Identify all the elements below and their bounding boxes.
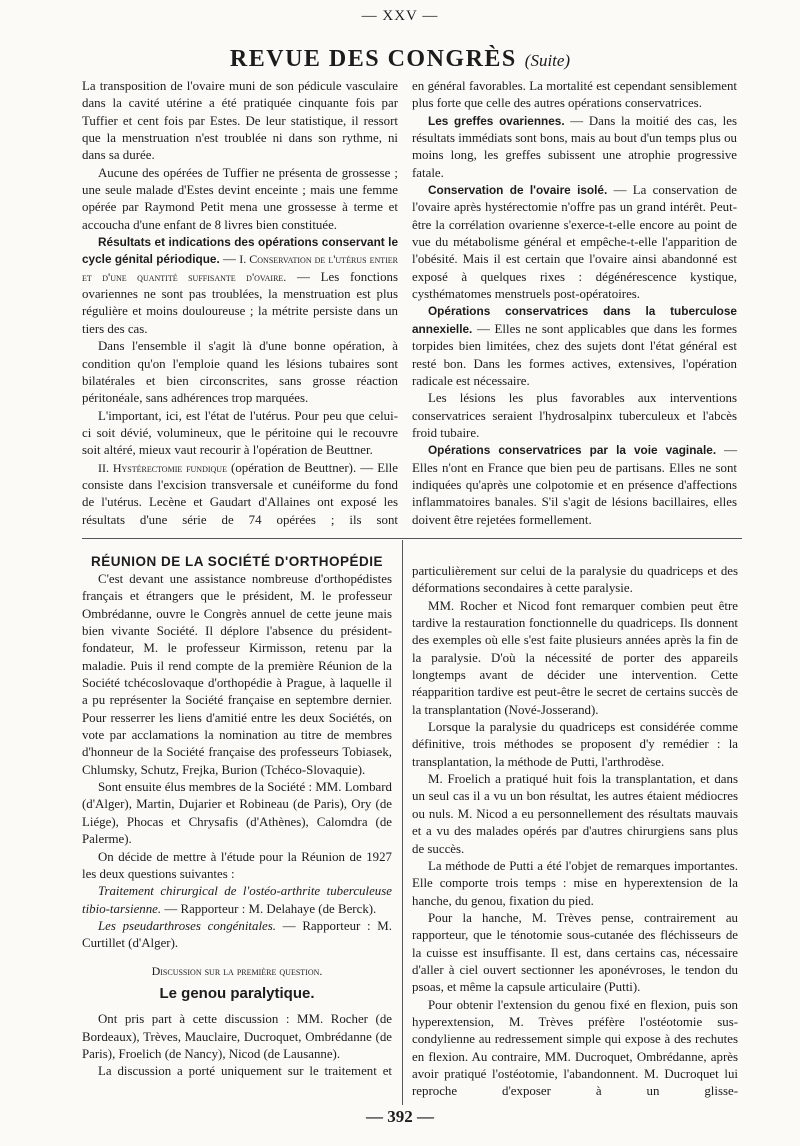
paragraph: particulièrement sur celui de la paralysie du quadriceps et des déformations secondaires à cette paralysie. [412,564,738,596]
paragraph-text: — Rapporteur : M. Delahaye (de Berck). [164,901,377,916]
paragraph: Résultats et indications des opérations conservant le cycle génital périodique. — I. Conservation de l'utérus entier et d'une quantité suffisante d'ovaire. — Les fonctions ovariennes ne sont pas troublées, la menstruation est plus régulière et moins douloureuse ; la métrite persiste dans un tiers des cas. [82,235,399,336]
paragraph: en général favorables. La mortalité est cependant sensiblement plus forte que celle des autres opérations conservatrices. [412,79,737,111]
section-heading: Les greffes ovariennes. [428,113,565,128]
small-caps-heading: I. Conservation de l'utérus entier et d'une quantité suffisante d'ovaire. [82,252,399,284]
top-right-column [412,78,737,529]
paragraph-text: — Elles ne sont applicables que dans les formes torpides bien limitées, chez des sujets dont l'état général est resté bon. Dans les formes actives, extensives, l'opération radicale est nécessaire. [412,321,737,388]
section-heading: Opérations conservatrices par la voie vaginale. [428,443,717,458]
section-heading: Conservation de l'ovaire isolé. [428,183,608,198]
paragraph: Dans l'ensemble il s'agit là d'une bonne opération, à condition qu'on l'emploie quand les lésions tubaires sont bilatérales et bien circonscrites, sans grosse réaction péritonéale, sans adhérences trop marquées. [82,339,398,406]
paragraph: Sont ensuite élus membres de la Société : MM. Lombard (d'Alger), Martin, Dujarier et Robineau (de Paris), Ory (de Liége), Phocas et Chrysafis (d'Athènes), Calomdra (de Palerme). [82,780,392,847]
paragraph: L'important, ici, est l'état de l'utérus. Pour peu que celui-ci soit dévié, volumineux, que le péritoine qui le recouvre soit altéré, mieux vaut recourir à l'opération de Beuttner. [82,408,398,458]
paragraph [82,918,392,953]
paragraph: MM. Rocher et Nicod font remarquer combien peut être tardive la restauration fonctionnelle du quadriceps. Ils donnent des exemples où elle s'est faite plusieurs années après la fin de la paralysie. D'où la nécessité de porter des appareils longtemps avant de décider une intervention. Cette réapparition tardive est peut-être le secret de certains succès de la transplantation (Nové-Josserand). [412,598,738,717]
paragraph-text: — Rapporteur : M. Curtillet (d'Alger). [82,918,392,951]
paragraph: Aucune des opérées de Tuffier ne présenta de grossesse ; une seule malade d'Estes devint enceinte ; mais une femme opérée par Raymond Petit mena une grossesse à terme et accoucha d'une enfant de 8 livres bien constituée. [82,165,398,232]
paragraph-text: — Les fonctions ovariennes ne sont pas troublées, la menstruation est plus régulière et moins douloureuse ; la métrite persiste dans un tiers des cas. [82,269,398,336]
roman-page-number: — XXV — [361,8,439,24]
page-title [0,47,800,74]
paragraph: Les lésions les plus favorables aux interventions conservatrices seraient l'hydrosalpinx tuberculeux et l'abcès froid tubaire. [412,391,737,440]
section-heading: Opérations conservatrices dans la tuberculose annexielle. [412,304,737,336]
paragraph: Ont pris part à cette discussion : MM. Rocher (de Bordeaux), Trèves, Mauclaire, Ducroquet, Ombrédanne (de Paris), Froelich (de Nancy), Nicod (de Lausanne). [82,1012,392,1061]
paragraph: Pour la hanche, M. Trèves pense, contrairement au rapporteur, que le ténotomie sous-cutanée des fléchisseurs de la cuisse est insuffisante. Il est, dans certains cas, nécessaire d'aller à ciel ouvert sectionner les aponévroses, le tendon du psoas, et même la capsule articulaire (Putti). [412,910,738,995]
paragraph-text: — Dans la moitié des cas, les résultats immédiats sont bons, mais au bout d'un temps plus ou moins long, les greffes subissent une atrophie progressive fatale. [412,113,737,180]
question-title: Traitement chirurgical de l'ostéo-arthrite tuberculeuse tibio-tarsienne. [82,884,392,916]
discussion-heading: Discussion sur la première question. [151,963,323,978]
orthopedie-heading: RÉUNION DE LA SOCIÉTÉ D'ORTHOPÉDIE [91,554,383,569]
bottom-left-column [82,571,392,1081]
paragraph: La méthode de Putti a été l'objet de remarques importantes. Elle comporte trois temps : mise en hyperextension de la hanche, du genou, fixation du pied. [412,858,738,908]
section-heading: Résultats et indications des opérations conservant le cycle génital périodique. [82,235,398,267]
paragraph [412,442,737,529]
paragraph: Pour obtenir l'extension du genou fixé en flexion, puis son hyperextension, M. Trèves préfère l'ostéotomie sus-condylienne au redressement simple qui expose à des rechutes en flexion. Au contraire, MM. Ducroquet, Ombrédanne, après avoir pratiqué l'ostéotomie, l'abandonnent. M. Ducroquet lui reproche d'exposer à un glisse- [412,997,738,1099]
paragraph: On décide de mettre à l'étude pour la Réunion de 1927 les deux questions suivantes : [82,849,392,881]
sub-heading: Le genou paralytique. [159,984,315,1002]
paragraph [412,303,737,390]
paragraph [412,182,737,303]
title-main: REVUE DES CONGRÈS [229,46,517,72]
paragraph [82,883,392,918]
paragraph-text: — Elles n'ont en France que bien peu de partisans. Elles ne sont indiquées qu'après une colpotomie et en présence d'affections inflammatoires banales. S'il s'agit de lésions bacillaires, elles doivent être rejetées formellement. [412,443,737,527]
paragraph: Lorsque la paralysie du quadriceps est considérée comme définitive, trois méthodes se proposent d'y remédier : la transplantation, la méthode de Putti, l'arthrodèse. [412,720,738,769]
paragraph: C'est devant une assistance nombreuse d'orthopédistes français et étrangers que le président, M. le professeur Ombrédanne, ouvre le Congrès annuel de cette jeune mais bien vivante Société. Il déplore l'absence du président-fondateur, M. le professeur Kirmisson, retenu par la maladie. Puis il rend compte de la première Réunion de la Société tchécoslovaque d'orthopédie à Prague, à laquelle il a pu représenter la Société française en septembre dernier. Pour resserrer les liens d'amitié entre les deux Sociétés, on vote par acclamations la nomination au titre de membres d'honneur de la Société française des professeurs Tobiasek, Chlumsky, Schutz, Frejka, Burion (Tchéco-Slovaquie). [82,572,392,777]
page-number: — 392 — [366,1107,434,1126]
title-suite: (Suite) [524,51,571,70]
top-left-column [82,78,398,529]
small-caps-heading: II. Hystérectomie fundique [98,460,227,475]
paragraph [82,460,398,529]
paragraph [412,113,737,182]
paragraph: La discussion a porté uniquement sur le traitement et [98,1064,392,1079]
paragraph: M. Froelich a pratiqué huit fois la transplantation, et dans un seul cas il a vu un bon résultat, les autres étaient médiocres ou nuls. M. Nicod a eu personnellement des résultats mauvais et a vu des malades opérés par d'autres chirurgiens sans plus de succès. [412,772,738,856]
bottom-right-column [412,563,738,1101]
paragraph-text: (opération de Beuttner). — Elle consiste dans l'excision transversale et cunéiforme du fond de l'utérus. Lecène et Gaudart d'Allaines ont exposé les résultats d'une série de 74 opérées ; ils sont [82,460,398,527]
question-title: Les pseudarthroses congénitales. [98,918,276,933]
paragraph-text: — La conservation de l'ovaire après hystérectomie n'offre pas un grand intérêt. Peut-être la corrélation ovarienne s'exerce-t-elle encore au point de vue du métabolisme général et empêche-t-elle l'apparition de l'obésité. Mais il est certain que l'ovaire ainsi abandonné est exposé à quelques rixes : dégénérescence kystique, cysthématomes menstruels post-opératoires. [412,183,738,302]
section-divider [82,538,742,539]
column-rule [402,540,403,1105]
paragraph: La transposition de l'ovaire muni de son pédicule vasculaire dans la cavité utérine a été pratiquée cinquante fois par Tuffier et cent fois par Estes. De leur statistique, il ressort que la menstruation n'est troublée ni dans son rythme, ni dans sa durée. [82,79,398,163]
